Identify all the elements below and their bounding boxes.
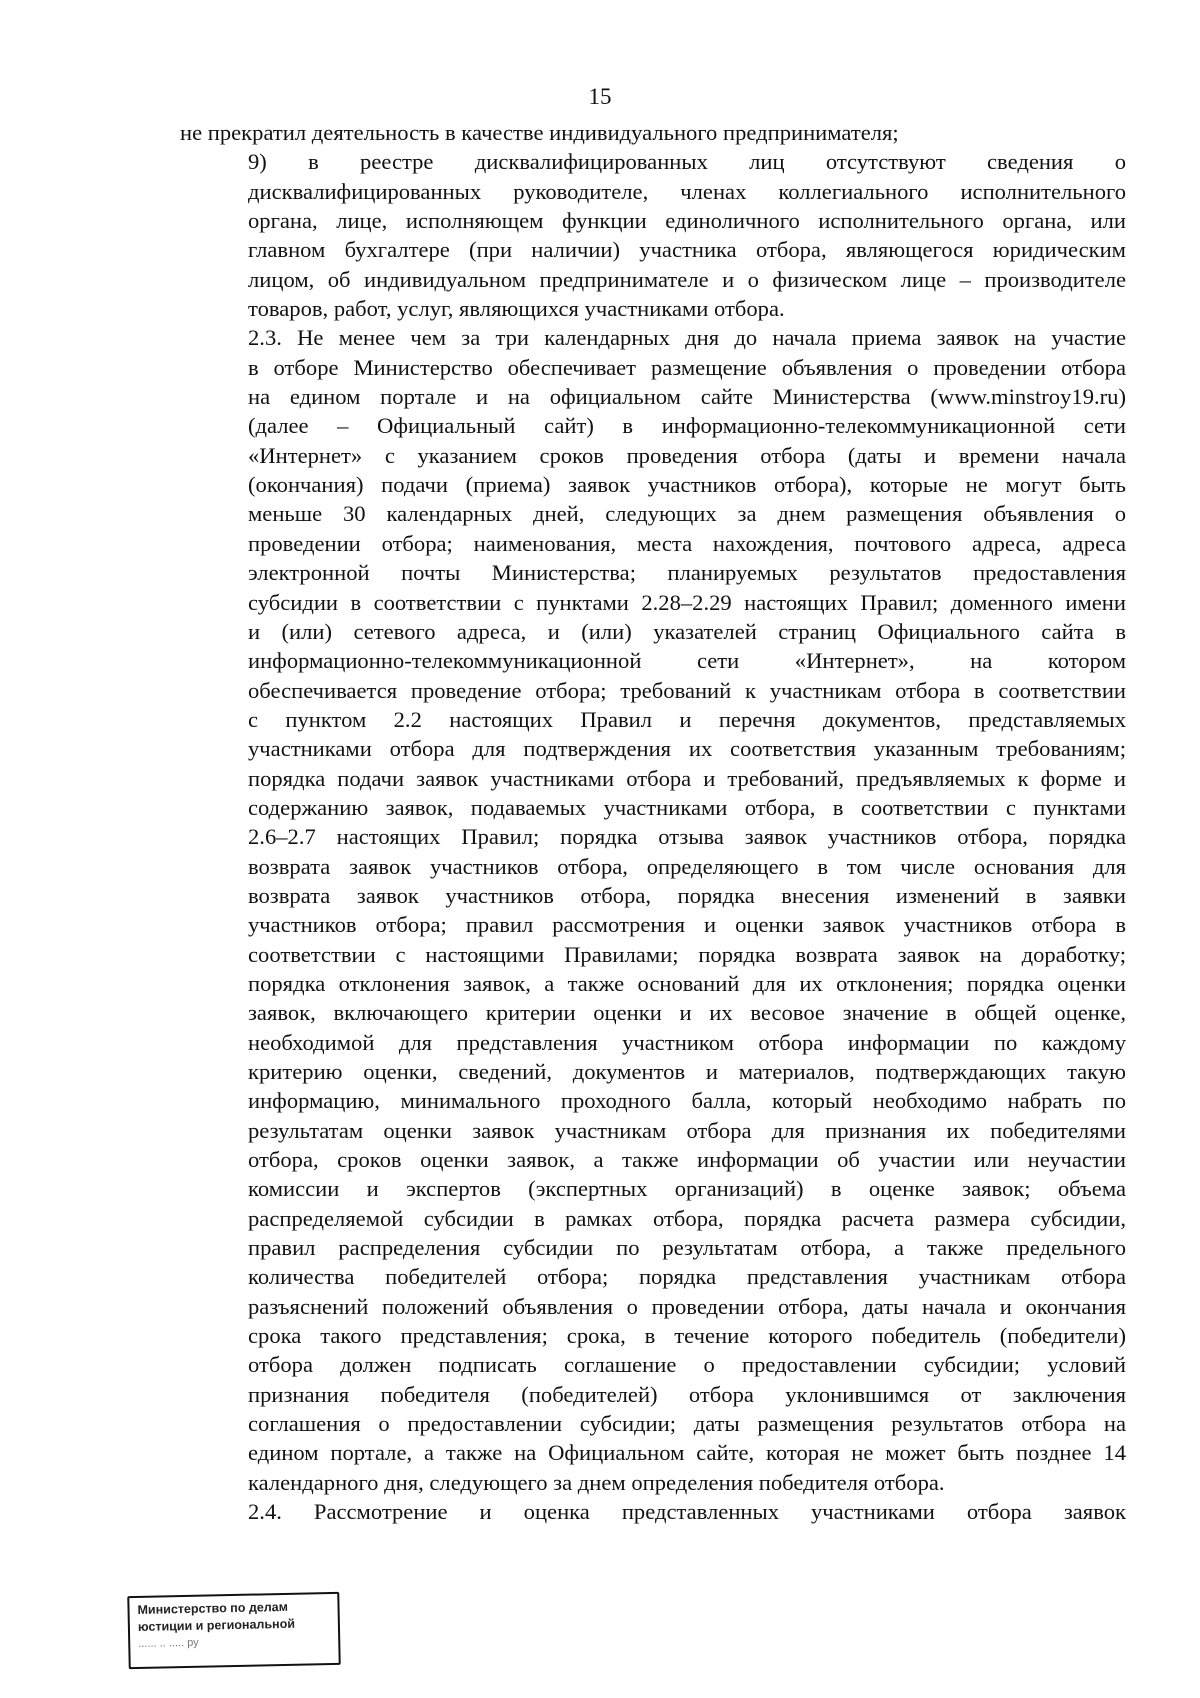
text-line: 2.3. Не менее чем за три календарных дня до начала приема заявок на участие <box>248 325 1126 351</box>
text-line: порядка отклонения заявок, а также оснований для их отклонения; порядка оценки <box>248 970 1126 996</box>
text-line: правил распределения субсидии по результатам отбора, а также предельного <box>248 1235 1126 1261</box>
text-line: необходимой для представления участником отбора информации по каждому <box>248 1029 1126 1055</box>
text-line: календарного дня, следующего за днем определения победителя отбора. <box>248 1469 945 1495</box>
text-line: возврата заявок участников отбора, определяющего в том числе основания для <box>248 853 1126 879</box>
text-line: лицом, об индивидуальном предпринимателе и о физическом лице – производителе <box>248 266 1126 292</box>
text-line: отбора, сроков оценки заявок, а также информации об участии или неучастии <box>248 1147 1126 1173</box>
text-line: меньше 30 календарных дней, следующих за днем размещения объявления о <box>248 501 1126 527</box>
text-line: не прекратил деятельность в качестве индивидуального предпринимателя; <box>180 120 899 145</box>
text-line: отбора должен подписать соглашение о предоставлении субсидии; условий <box>248 1352 1126 1378</box>
paragraph <box>180 1497 1126 1526</box>
text-line: результатам оценки заявок участникам отбора для признания их победителями <box>248 1117 1126 1143</box>
text-line: «Интернет» с указанием сроков проведения отбора (даты и времени начала <box>248 442 1126 468</box>
text-line: соответствии с настоящими Правилами; порядка возврата заявок на доработку; <box>248 941 1126 967</box>
text-line: признания победителя (победителей) отбора уклонившимся от заключения <box>248 1381 1126 1407</box>
text-line: 9) в реестре дисквалифицированных лиц отсутствуют сведения о <box>248 149 1126 175</box>
text-line: электронной почты Министерства; планируемых результатов предоставления <box>248 560 1126 586</box>
text-line: с пунктом 2.2 настоящих Правил и перечня документов, представляемых <box>248 706 1126 732</box>
text-line: информационно-телекоммуникационной сети «Интернет», на котором <box>248 648 1126 674</box>
text-line: комиссии и экспертов (экспертных организаций) в оценке заявок; объема <box>248 1176 1126 1202</box>
text-line: субсидии в соответствии с пунктами 2.28–2.29 настоящих Правил; доменного имени <box>248 589 1126 615</box>
paragraph <box>180 118 1126 147</box>
text-line: дисквалифицированных руководителе, членах коллегиального исполнительного <box>248 178 1126 204</box>
text-line: участниками отбора для подтверждения их соответствия указанным требованиям; <box>248 736 1126 762</box>
paragraph <box>180 323 1126 1497</box>
text-line: и (или) сетевого адреса, и (или) указателей страниц Официального сайта в <box>248 618 1126 644</box>
text-line: органа, лице, исполняющем функции единоличного исполнительного органа, или <box>248 208 1126 234</box>
text-line: проведении отбора; наименования, места нахождения, почтового адреса, адреса <box>248 530 1126 556</box>
registration-stamp <box>127 1592 340 1669</box>
text-line: количества победителей отбора; порядка представления участникам отбора <box>248 1264 1126 1290</box>
text-line: участников отбора; правил рассмотрения и оценки заявок участников отбора в <box>248 912 1126 938</box>
paragraph <box>180 147 1126 323</box>
text-line: возврата заявок участников отбора, порядка внесения изменений в заявки <box>248 882 1126 908</box>
text-line: заявок, включающего критерии оценки и их весовое значение в общей оценке, <box>248 1000 1126 1026</box>
stamp-line: ...... .. ..... ру <box>138 1636 199 1651</box>
text-line: 2.6–2.7 настоящих Правил; порядка отзыва заявок участников отбора, порядка <box>248 824 1126 850</box>
text-line: (далее – Официальный сайт) в информационно-телекоммуникационной сети <box>248 413 1126 439</box>
text-line: информацию, минимального проходного балла, который необходимо набрать по <box>248 1088 1126 1114</box>
page-number: 15 <box>588 84 612 109</box>
document-body <box>180 118 1126 1527</box>
text-line: разъяснений положений объявления о проведении отбора, даты начала и окончания <box>248 1293 1126 1319</box>
text-line: товаров, работ, услуг, являющихся участниками отбора. <box>248 296 785 322</box>
stamp-line: юстиции и региональной <box>137 1616 296 1635</box>
text-line: едином портале, а также на Официальном сайте, которая не может быть позднее 14 <box>248 1440 1126 1466</box>
text-line: критерию оценки, сведений, документов и материалов, подтверждающих такую <box>248 1059 1126 1084</box>
text-line: срока такого представления; срока, в течение которого победитель (победители) <box>248 1323 1126 1349</box>
text-line: в отборе Министерство обеспечивает размещение объявления о проведении отбора <box>248 354 1126 380</box>
stamp-line: Министерство по делам <box>137 1599 289 1618</box>
text-line: главном бухгалтере (при наличии) участника отбора, являющегося юридическим <box>248 237 1126 263</box>
text-line: 2.4. Рассмотрение и оценка представленных участниками отбора заявок <box>248 1499 1126 1525</box>
text-line: обеспечивается проведение отбора; требований к участникам отбора в соответствии <box>248 677 1126 703</box>
text-line: содержанию заявок, подаваемых участниками отбора, в соответствии с пунктами <box>248 794 1126 820</box>
text-line: соглашения о предоставлении субсидии; даты размещения результатов отбора на <box>248 1411 1126 1437</box>
text-line: порядка подачи заявок участниками отбора и требований, предъявляемых к форме и <box>248 765 1126 791</box>
text-line: (окончания) подачи (приема) заявок участников отбора), которые не могут быть <box>248 472 1126 498</box>
text-line: на едином портале и на официальном сайте Министерства (www.minstroy19.ru) <box>248 384 1126 410</box>
text-line: распределяемой субсидии в рамках отбора, порядка расчета размера субсидии, <box>248 1205 1126 1231</box>
